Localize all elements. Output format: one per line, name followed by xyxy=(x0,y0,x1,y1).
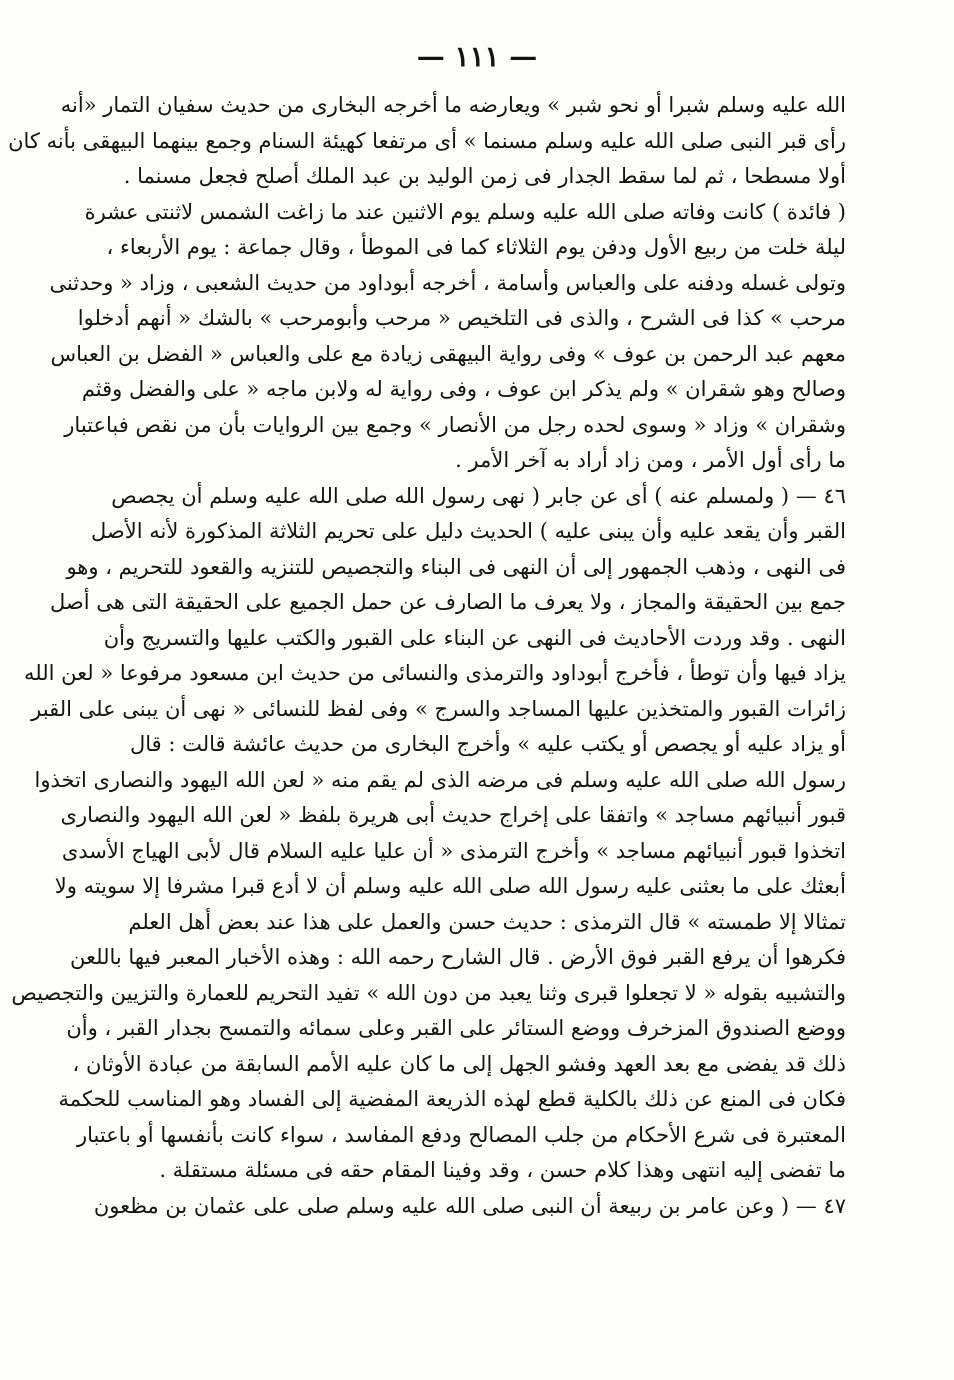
text-line: أولا مسطحا ، ثم لما سقط الجدار فى زمن الوليد بن عبد الملك أصلح فجعل مسنما . xyxy=(123,164,846,188)
text-line: أو يزاد عليه أو يجصص أو يكتب عليه » وأخرج البخارى من حديث عائشة قالت : قال xyxy=(130,732,846,756)
text-line: ليلة خلت من ربيع الأول ودفن يوم الثلاثاء كما فى الموطأ ، وقال جماعة : يوم الأربعاء ، xyxy=(106,235,846,259)
text-line: ذلك قد يفضى مع بعد العهد وفشو الجهل إلى ما كان عليه الأمم السابقة من عبادة الأوثان ، xyxy=(72,1051,846,1076)
text-line: ٤٧ — ( وعن عامر بن ربيعة أن النبى صلى الله عليه وسلم صلى على عثمان بن مظعون xyxy=(93,1193,846,1218)
text-line: ( فائدة ) كانت وفاته صلى الله عليه وسلم يوم الاثنين عند ما زاغت الشمس لاثنتى عشرة xyxy=(84,199,846,224)
text-line: تمثالا إلا طمسته » قال الترمذى : حديث حسن والعمل على هذا عند بعض أهل العلم xyxy=(128,909,846,934)
body-text xyxy=(8,88,846,1224)
text-line: قبور أنبيائهم مساجد » واتفقا على إخراج حديث أبى هريرة بلفظ « لعن الله اليهود والنصارى xyxy=(60,803,846,827)
text-line: المعتبرة فى شرع الأحكام من جلب المصالح ودفع المفاسد ، سواء كانت بأنفسها أو باعتبار xyxy=(77,1122,846,1147)
text-line: وتولى غسله ودفنه على والعباس وأسامة ، أخرجه أبوداود من حديث الشعبى ، وزاد « وحدثنى xyxy=(49,270,846,295)
text-line: زائرات القبور والمتخذين عليها المساجد والسرج » وفى لفظ للنسائى « نهى أن يبنى على القبر xyxy=(31,696,846,721)
text-line: فى النهى ، وذهب الجمهور إلى أن النهى فى البناء والتجصيص للتنزيه والقعود للتحريم ، وهو xyxy=(66,554,846,579)
text-line: القبر وأن يقعد عليه وأن يبنى عليه ) الحديث دليل على تحريم الثلاثة المذكورة لأنه الأصل xyxy=(91,519,846,543)
text-line: ما رأى أول الأمر ، ومن زاد أراد به آخر الأمر . xyxy=(455,448,846,472)
text-line: جمع بين الحقيقة والمجاز ، ولا يعرف ما الصارف عن حمل الجميع على الحقيقة التى هى أصل xyxy=(50,590,846,614)
text-line: فكرهوا أن يرفع القبر فوق الأرض . قال الشارح رحمه الله : وهذه الأخبار المعبر فيها باللعن xyxy=(70,945,846,969)
text-line: ما تفضى إليه انتهى وهذا كلام حسن ، وقد وفينا المقام حقه فى مسئلة مستقلة . xyxy=(159,1158,846,1182)
text-line: رأى قبر النبى صلى الله عليه وسلم مسنما » أى مرتفعا كهيئة السنام وجمع بينهما البيهقى بأنه كان xyxy=(8,128,846,153)
text-line: أبعثك على ما بعثنى عليه رسول الله صلى الله عليه وسلم أن لا أدع قبرا مشرفا إلا سويته ولا xyxy=(54,874,846,898)
text-line: وصالح وهو شقران » ولم يذكر ابن عوف ، وفى رواية له ولابن ماجه « على والفضل وقثم xyxy=(81,377,846,401)
text-line: النهى . وقد وردت الأحاديث فى النهى عن البناء على القبور والكتب عليها والتسريج وأن xyxy=(103,625,846,650)
text-line: مرحب » كذا فى الشرح ، والذى فى التلخيص « مرحب وأبومرحب » بالشك « أنهم أدخلوا xyxy=(77,306,846,330)
text-line: ٤٦ — ( ولمسلم عنه ) أى عن جابر ( نهى رسول الله صلى الله عليه وسلم أن يجصص xyxy=(111,483,846,508)
text-line: معهم عبد الرحمن بن عوف » وفى رواية البيهقى زيادة مع على والعباس « الفضل بن العباس xyxy=(50,341,846,366)
page-number: — ١١١ — xyxy=(416,40,538,73)
text-line: رسول الله صلى الله عليه وسلم فى مرضه الذى لم يقم منه « لعن الله اليهود والنصارى اتخذوا xyxy=(34,767,846,792)
text-line: اتخذوا قبور أنبيائهم مساجد » وأخرج الترمذى « أن عليا عليه السلام قال لأبى الهياج الأسدى xyxy=(61,838,846,863)
text-line: وشقران » وزاد « وسوى لحده رجل من الأنصار » وجمع بين الروايات بأن من نقص فباعتبار xyxy=(64,412,846,437)
text-line: ووضع الصندوق المزخرف ووضع الستائر على القبر وعلى سمائه والتمسح بجدار القبر ، وأن xyxy=(66,1016,846,1040)
text-line: الله عليه وسلم شبرا أو نحو شبر » ويعارضه ما أخرجه البخارى من حديث سفيان التمار «أنه xyxy=(60,93,846,117)
text-line: والتشبيه بقوله « لا تجعلوا قبرى وثنا يعبد من دون الله » تفيد التحريم للعمارة والتزيين والتجصيص xyxy=(11,980,846,1005)
text-line: فكان فى المنع عن ذلك بالكلية قطع لهذه الذريعة المفضية إلى الفساد وهو المناسب للحكمة xyxy=(58,1087,846,1111)
text-line: يزاد فيها وأن توطأ ، فأخرج أبوداود والترمذى والنسائى من حديث ابن مسعود مرفوعا « لعن الله xyxy=(24,661,846,685)
